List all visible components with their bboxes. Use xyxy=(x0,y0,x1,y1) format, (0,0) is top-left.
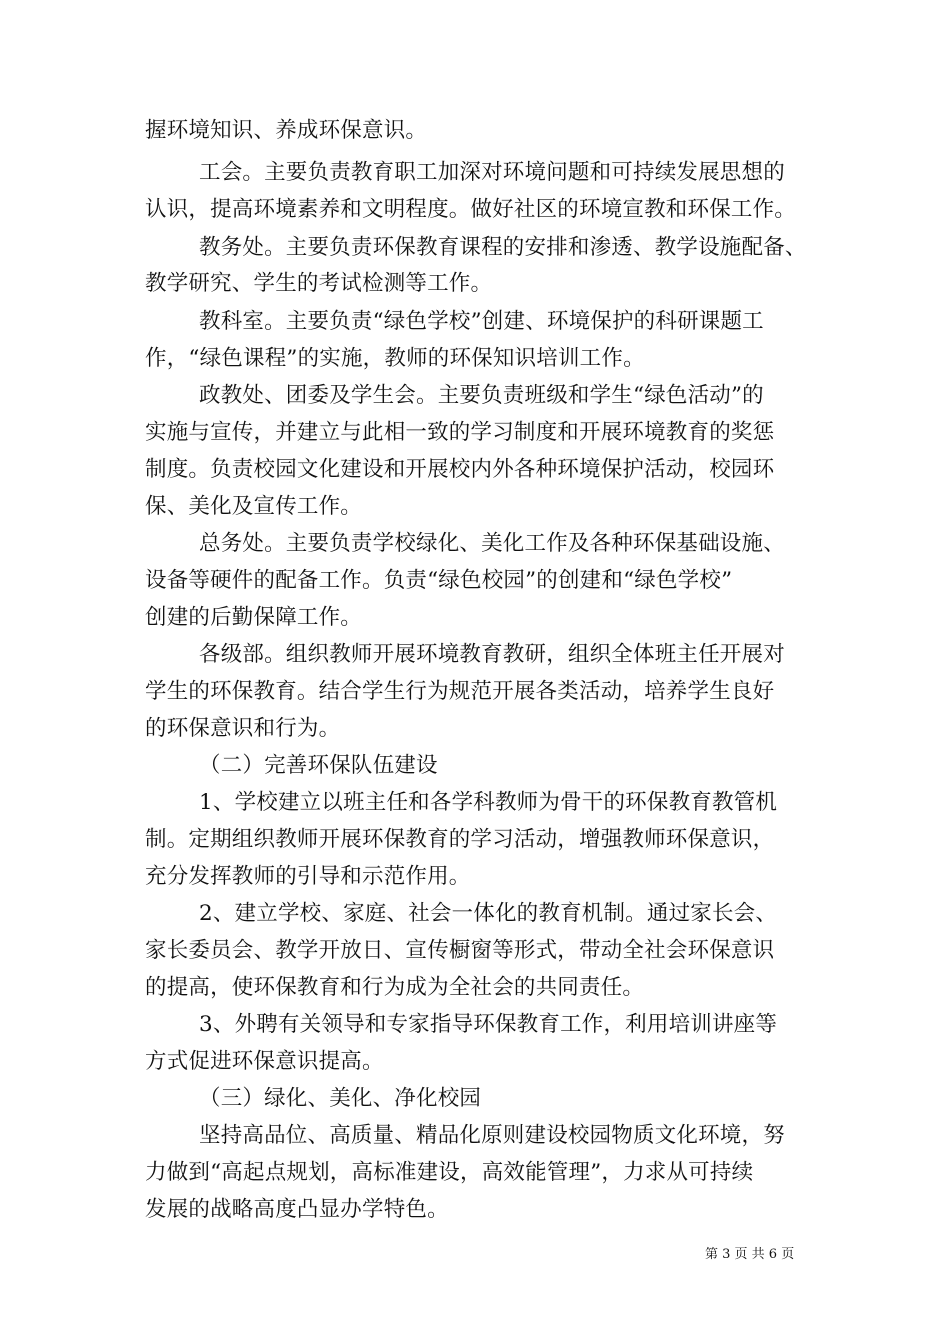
text-line: 充分发挥教师的引导和示范作用。 xyxy=(145,864,471,889)
text-line: 方式促进环保意识提高。 xyxy=(145,1049,384,1074)
text-line: 握环境知识、养成环保意识。 xyxy=(145,118,428,143)
text-line: 工会。主要负责教育职工加深对环境问题和可持续发展思想的 xyxy=(199,160,785,185)
text-line: 力做到“高起点规划，高标准建设，高效能管理”，力求从可持续 xyxy=(145,1160,754,1185)
text-line: 各级部。组织教师开展环境教育教研，组织全体班主任开展对 xyxy=(199,642,785,667)
text-line: 作，“绿色课程”的实施，教师的环保知识培训工作。 xyxy=(145,346,645,371)
text-line: 教科室。主要负责“绿色学校”创建、环境保护的科研课题工 xyxy=(199,309,764,334)
text-line: 的提高，使环保教育和行为成为全社会的共同责任。 xyxy=(145,975,645,1000)
text-line: 2、建立学校、家庭、社会一体化的教育机制。通过家长会、 xyxy=(199,901,778,926)
text-line: 发展的战略高度凸显办学特色。 xyxy=(145,1197,449,1222)
section-heading: （三）绿化、美化、净化校园 xyxy=(199,1086,482,1111)
text-line: 制度。负责校园文化建设和开展校内外各种环境保护活动，校园环 xyxy=(145,457,775,482)
text-line: 保、美化及宣传工作。 xyxy=(145,494,363,519)
text-line: 总务处。主要负责学校绿化、美化工作及各种环保基础设施、 xyxy=(199,531,785,556)
text-line: 3、外聘有关领导和专家指导环保教育工作，利用培训讲座等 xyxy=(199,1012,778,1037)
text-line: 坚持高品位、高质量、精品化原则建设校园物质文化环境，努 xyxy=(199,1123,785,1148)
text-line: 设备等硬件的配备工作。负责“绿色校园”的创建和“绿色学校” xyxy=(145,568,733,593)
text-line: 1、学校建立以班主任和各学科教师为骨干的环保教育教管机 xyxy=(199,790,778,815)
text-line: 实施与宣传，并建立与此相一致的学习制度和开展环境教育的奖惩 xyxy=(145,420,775,445)
text-line: 认识，提高环境素养和文明程度。做好社区的环境宣教和环保工作。 xyxy=(145,197,797,222)
text-line: 教学研究、学生的考试检测等工作。 xyxy=(145,271,493,296)
text-line: 政教处、团委及学生会。主要负责班级和学生“绿色活动”的 xyxy=(199,383,764,408)
page-indicator: 第 3 页 共 6 页 xyxy=(705,1247,795,1262)
section-heading: （二）完善环保队伍建设 xyxy=(199,753,438,778)
text-line: 创建的后勤保障工作。 xyxy=(145,605,363,630)
text-line: 制。定期组织教师开展环保教育的学习活动，增强教师环保意识， xyxy=(145,827,775,852)
text-line: 教务处。主要负责环保教育课程的安排和渗透、教学设施配备、 xyxy=(199,235,807,260)
text-line: 家长委员会、教学开放日、宣传橱窗等形式，带动全社会环保意识 xyxy=(145,938,775,963)
text-line: 学生的环保教育。结合学生行为规范开展各类活动，培养学生良好 xyxy=(145,679,775,704)
text-line: 的环保意识和行为。 xyxy=(145,716,341,741)
